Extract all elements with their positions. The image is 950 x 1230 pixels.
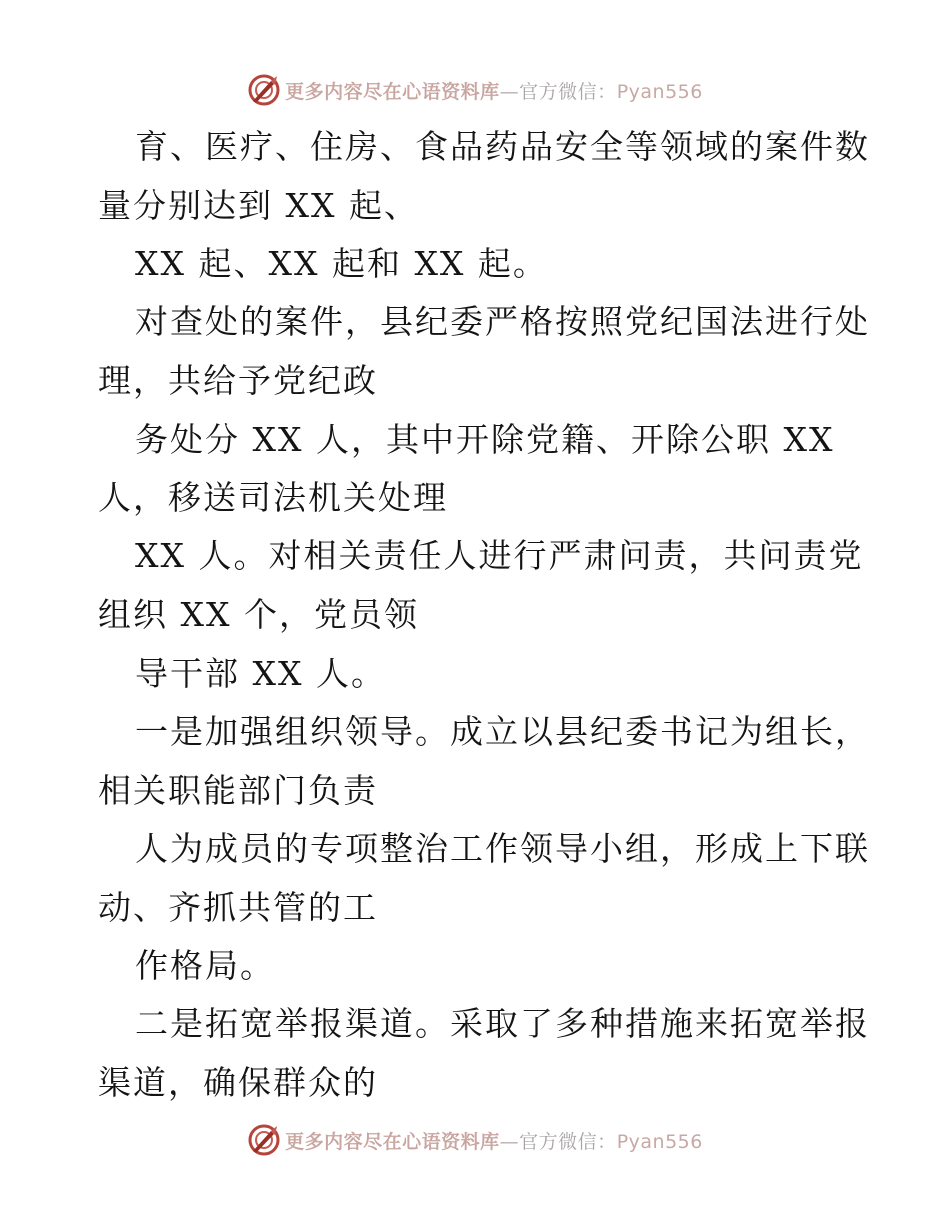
paragraph-line: 育、医疗、住房、食品药品安全等领域的案件数: [135, 127, 870, 166]
quill-logo-icon: [247, 1123, 281, 1157]
watermark-contact-id: Pyan556: [616, 80, 703, 103]
paragraph-line: 组织 XX 个，党员领: [98, 595, 419, 634]
paragraph-line: 对查处的案件，县纪委严格按照党纪国法进行处: [135, 302, 870, 341]
paragraph-line: XX 人。对相关责任人进行严肃问责，共问责党: [135, 536, 864, 575]
paragraph-line: 相关职能部门负责: [98, 771, 378, 810]
paragraph-line: 务处分 XX 人，其中开除党籍、开除公职 XX: [135, 420, 835, 459]
watermark-brand: 更多内容尽在心语资料库: [285, 1130, 500, 1153]
header-watermark: [0, 70, 950, 110]
watermark-contact-label: 官方微信：: [519, 1130, 617, 1153]
paragraph-line: 量分别达到 XX 起、: [98, 186, 419, 225]
quill-logo-icon: [247, 73, 281, 107]
paragraph-line: XX 起、XX 起和 XX 起。: [135, 244, 548, 283]
watermark-text: [285, 77, 703, 104]
paragraph-line: 人为成员的专项整治工作领导小组，形成上下联: [135, 829, 870, 868]
watermark-separator: —: [499, 1130, 520, 1153]
paragraph-line: 理，共给予党纪政: [98, 361, 378, 400]
paragraph-line: 一是加强组织领导。成立以县纪委书记为组长，: [135, 712, 870, 751]
paragraph-line: 渠道，确保群众的: [98, 1063, 378, 1102]
watermark-text: [285, 1127, 703, 1154]
paragraph-line: 人，移送司法机关处理: [98, 478, 448, 517]
paragraph-line: 动、齐抓共管的工: [98, 888, 378, 927]
paragraph-line: 导干部 XX 人。: [135, 654, 386, 693]
paragraph-line: 作格局。: [135, 946, 275, 985]
watermark-separator: —: [499, 80, 520, 103]
watermark-brand: 更多内容尽在心语资料库: [285, 80, 500, 103]
watermark-contact-label: 官方微信：: [519, 80, 617, 103]
footer-watermark: [0, 1120, 950, 1160]
paragraph-line: 二是拓宽举报渠道。采取了多种措施来拓宽举报: [135, 1004, 870, 1043]
watermark-contact-id: Pyan556: [616, 1130, 703, 1153]
